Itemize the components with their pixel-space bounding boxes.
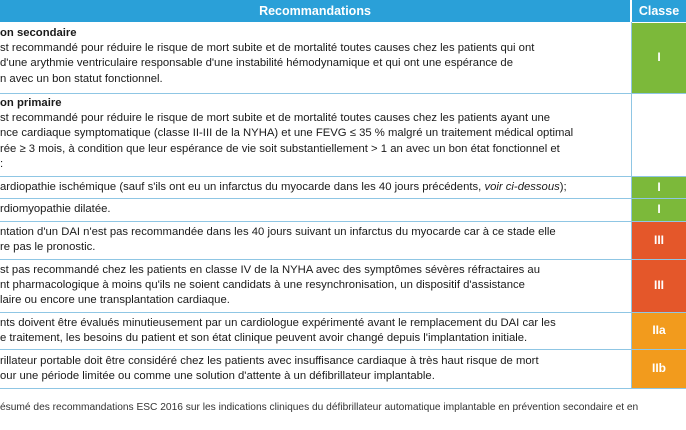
header-classe: Classe bbox=[632, 0, 686, 22]
class-badge: I bbox=[632, 177, 686, 198]
class-badge: IIa bbox=[632, 313, 686, 349]
row-divider bbox=[0, 312, 686, 313]
row-text: n avec un bon statut fonctionnel. bbox=[0, 72, 163, 85]
class-badge: III bbox=[632, 222, 686, 259]
class-badge: IIb bbox=[632, 350, 686, 388]
row-primaire bbox=[0, 96, 630, 172]
row-divider bbox=[0, 93, 686, 94]
row-infarctus bbox=[0, 225, 630, 255]
row-remplacement bbox=[0, 316, 630, 346]
row-nyha-iv bbox=[0, 263, 630, 309]
row-text-italic: voir ci-dessous bbox=[484, 181, 560, 193]
row-divider bbox=[0, 349, 686, 350]
row-text: st recommandé pour réduire le risque de mort subite et de mortalité toutes causes chez les patients ayant une bbox=[0, 112, 551, 125]
row-text: : bbox=[0, 157, 4, 170]
row-text: nts doivent être évalués minutieusement par un cardiologue expérimenté avant le remplacement du DAI car les bbox=[0, 317, 556, 329]
row-text: rée ≥ 3 mois, à condition que leur espérance de vie soit substantiellement > 1 an avec un bon état fonctionnel et bbox=[0, 142, 560, 155]
row-secondaire bbox=[0, 26, 630, 87]
row-text: st pas recommandé chez les patients en classe IV de la NYHA avec des symptômes sévères réfractaires au bbox=[0, 264, 540, 276]
class-badge: III bbox=[632, 260, 686, 312]
row-text: nce cardiaque symptomatique (classe II-III de la NYHA) et une FEVG ≤ 35 % malgré un traitement médical optimal bbox=[0, 127, 574, 140]
row-text bbox=[0, 180, 630, 195]
header-recommandations: Recommandations bbox=[0, 0, 630, 22]
class-badge: I bbox=[632, 23, 686, 93]
row-ischemique bbox=[0, 180, 630, 195]
row-text: rillateur portable doit être considéré chez les patients avec insuffisance cardiaque à très haut risque de mort bbox=[0, 355, 539, 367]
row-text: our une période limitée ou comme une solution d'attente à un défibrillateur implantable. bbox=[0, 370, 435, 383]
row-divider bbox=[0, 388, 686, 389]
row-text: e traitement, les besoins du patient et son état clinique peuvent avoir changé depuis l'implantation initiale. bbox=[0, 332, 528, 345]
row-text-end: ); bbox=[559, 181, 567, 193]
row-text: st recommandé pour réduire le risque de mort subite et de mortalité toutes causes chez les patients qui ont bbox=[0, 42, 535, 55]
row-portable bbox=[0, 354, 630, 384]
row-divider bbox=[0, 221, 686, 222]
row-divider bbox=[0, 176, 686, 177]
row-text: nt pharmacologique à moins qu'ils ne soient candidats à une resynchronisation, un dispositif d'assistance bbox=[0, 279, 525, 292]
class-badge: I bbox=[632, 199, 686, 221]
row-text: laire ou encore une transplantation cardiaque. bbox=[0, 294, 230, 307]
row-divider bbox=[0, 259, 686, 260]
table-caption: ésumé des recommandations ESC 2016 sur les indications cliniques du défibrillateur automatique implantable en prévention secondaire et en bbox=[0, 402, 639, 413]
row-text: re pas le pronostic. bbox=[0, 241, 96, 254]
row-title: on secondaire bbox=[0, 27, 77, 39]
row-title: on primaire bbox=[0, 97, 62, 109]
row-text-main: ardiopathie ischémique (sauf s'ils ont eu un infarctus du myocarde dans les 40 jours précédents, bbox=[0, 181, 485, 193]
row-text: d'une arythmie ventriculaire responsable d'une instabilité hémodynamique et qui ont une espérance de bbox=[0, 57, 513, 70]
row-text: rdiomyopathie dilatée. bbox=[0, 203, 111, 215]
row-text: ntation d'un DAI n'est pas recommandée dans les 40 jours suivant un infarctus du myocarde car à ce stade elle bbox=[0, 226, 556, 238]
row-divider bbox=[0, 198, 686, 199]
row-dilatee bbox=[0, 202, 630, 217]
